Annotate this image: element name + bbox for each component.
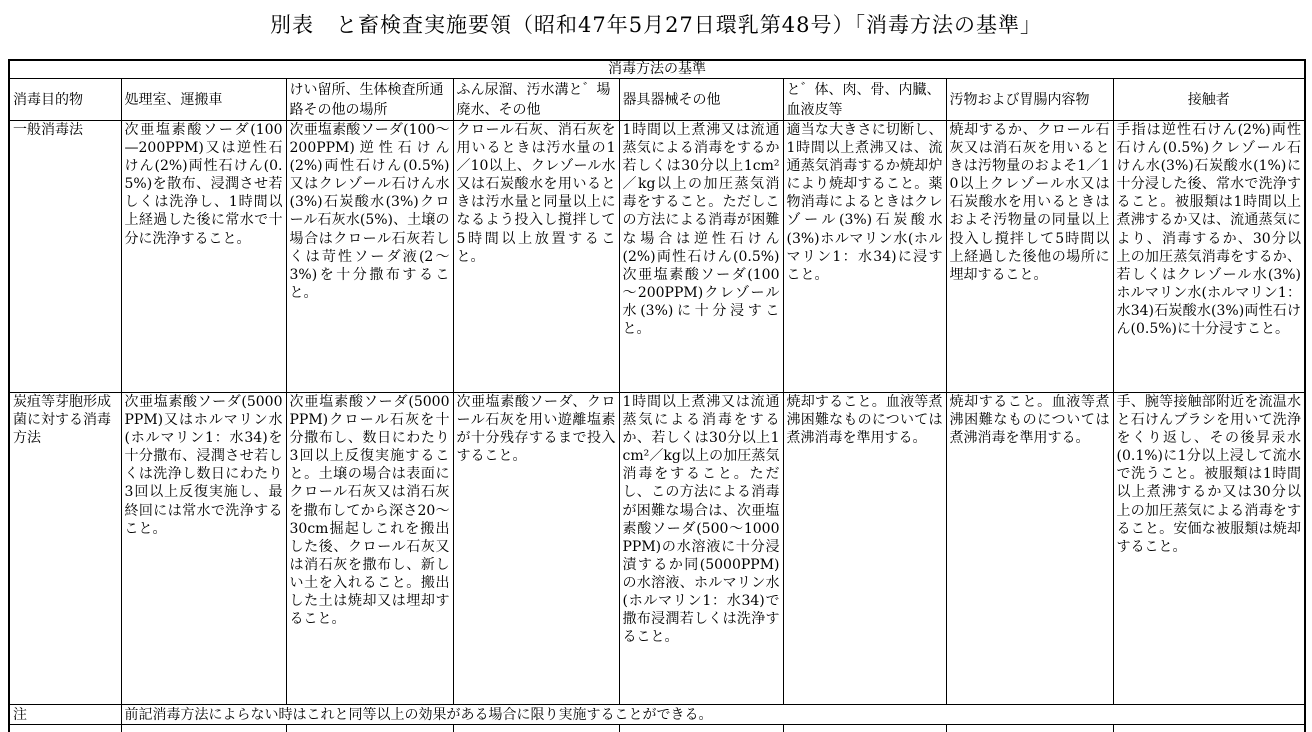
table-cell: 1時間以上煮沸又は流通蒸気による消毒をするか、若しくは30分以上1cm²／kg以上の加圧蒸気消毒をすること。ただし、この方法による消毒が困難な場合は、次亜塩素酸ソーダ(500～1000PPM)の水溶液に十分浸漬するか同(5000PPM)の水溶液、ホルマリン水(ホルマリン1：水34)で撒布浸潤若しくは洗浄すること。 xyxy=(619,393,783,705)
table-cell: 焼却すること。血液等煮沸困難なものについては煮沸消毒を準用する。 xyxy=(783,393,946,705)
table-cell: 手、腕等接触部附近を流温水と石けんブラシを用いて洗浄をくり返し、その後昇汞水(0.1%)に1分以上浸して流水で洗うこと。被服類は1時間以上煮沸するか又は30分以上の加圧蒸気による消毒をすること。安価な被服類は焼却すること。 xyxy=(1113,393,1305,705)
row-label: 一般消毒法 xyxy=(9,121,121,393)
column-header-holding-area: けい留所、生体検査所通路その他の場所 xyxy=(286,79,453,121)
disinfection-standards-table xyxy=(8,59,1306,732)
column-header-sewage: ふん尿溜、汚水溝と゛場廃水、その他 xyxy=(453,79,619,121)
column-header-filth: 汚物および胃腸内容物 xyxy=(946,79,1113,121)
document-page xyxy=(0,9,1312,732)
empty-cell xyxy=(783,725,946,732)
empty-cell xyxy=(946,725,1113,732)
clipped-bottom-row xyxy=(9,725,1305,732)
table-cell: 手指は逆性石けん(2%)両性石けん(0.5%)クレゾール石けん水(3%)石炭酸水(1%)に十分浸した後、常水で洗浄すること。被服類は1時間以上煮沸するか又は、流通蒸気により、消毒するか、30分以上の加圧蒸気消毒をするか、若しくはクレゾール水(3%)ホルマリン水(ホルマリン1：水34)石炭酸水(3%)両性石けん(0.5%)に十分浸すこと。 xyxy=(1113,121,1305,393)
table-cell: 焼却するか、クロール石灰又は消石灰を用いるときは汚物量のおよそ1／10以上クレゾール水又は石炭酸水を用いるときはおよそ汚物量の同量以上投入し撹拌して5時間以上経過した後他の場所に埋却すること。 xyxy=(946,121,1113,393)
empty-cell xyxy=(1113,725,1305,732)
document-title: 別表 と畜検査実施要領（昭和47年5月27日環乳第48号）「消毒方法の基準」 xyxy=(269,13,1043,37)
empty-cell xyxy=(286,725,453,732)
table-caption-row xyxy=(9,60,1305,79)
column-header-equipment: 器具器械その他 xyxy=(619,79,783,121)
column-header-target: 消毒目的物 xyxy=(9,79,121,121)
column-header-processing-room: 処理室、運搬車 xyxy=(121,79,286,121)
column-header-carcass: と゛体、肉、骨、内臓、血液皮等 xyxy=(783,79,946,121)
table-caption: 消毒方法の基準 xyxy=(9,60,1305,79)
empty-cell xyxy=(619,725,783,732)
table-row-general-method xyxy=(9,121,1305,393)
table-cell: 次亜塩素酸ソーダ(100—200PPM)又は逆性石けん(2%)両性石けん(0.5%)を散布、浸潤させ若しくは洗浄し、1時間以上経過した後に常水で十分に洗浄すること。 xyxy=(121,121,286,393)
empty-cell xyxy=(121,725,286,732)
note-row xyxy=(9,705,1305,725)
table-cell: 次亜塩素酸ソーダ、クロール石灰を用い遊離塩素が十分残存するまで投入すること。 xyxy=(453,393,619,705)
row-label: 炭疽等芽胞形成菌に対する消毒方法 xyxy=(9,393,121,705)
header-row xyxy=(9,79,1305,121)
table-cell: 適当な大きさに切断し、1時間以上煮沸又は、流通蒸気消毒するか焼却炉により焼却すること。薬物消毒によるときはクレゾール(3%)石炭酸水(3%)ホルマリン水(ホルマリン1：水34)に浸すこと。 xyxy=(783,121,946,393)
table-cell: クロール石灰、消石灰を用いるときは汚水量の1／10以上、クレゾール水又は石炭酸水を用いるときは汚水量と同量以上になるよう投入し撹拌して5時間以上放置すること。 xyxy=(453,121,619,393)
table-cell: 焼却すること。血液等煮沸困難なものについては煮沸消毒を準用する。 xyxy=(946,393,1113,705)
table-cell: 1時間以上煮沸又は流通蒸気による消毒をするか若しくは30分以上1cm²／kg以上の加圧蒸気消毒をすること。ただしこの方法による消毒が困難な場合は逆性石けん(2%)両性石けん(0.5%)次亜塩素酸ソーダ(100～200PPM)クレゾール水(3%)に十分浸すこと。 xyxy=(619,121,783,393)
empty-cell xyxy=(453,725,619,732)
table-cell: 次亜塩素酸ソーダ(100～200PPM)逆性石けん(2%)両性石けん(0.5%)又はクレゾール石けん水(3%)石炭酸水(3%)クロール石灰水(5%)、土壌の場合はクロール石灰若しくは苛性ソーダ液(2～3%)を十分撒布すること。 xyxy=(286,121,453,393)
empty-cell xyxy=(9,725,121,732)
table-cell: 次亜塩素酸ソーダ(5000PPM)又はホルマリン水(ホルマリン1：水34)を十分撒布、浸潤させ若しくは洗浄し数日にわたり3回以上反復実施し、最終回には常水で洗浄すること。 xyxy=(121,393,286,705)
column-header-contact-person: 接触者 xyxy=(1113,79,1305,121)
table-cell: 次亜塩素酸ソーダ(5000PPM)クロール石灰を十分撒布し、数日にわたり3回以上反復実施すること。土壌の場合は表面にクロール石灰又は消石灰を撒布してから深さ20～30cm掘起しこれを搬出した後、クロール石灰又は消石灰を撒布し、新しい土を入れること。搬出した土は焼却又は埋却すること。 xyxy=(286,393,453,705)
note-label: 注 xyxy=(9,705,121,725)
table-row-anthrax-method xyxy=(9,393,1305,705)
note-text: 前記消毒方法によらない時はこれと同等以上の効果がある場合に限り実施することができる。 xyxy=(121,705,1305,725)
